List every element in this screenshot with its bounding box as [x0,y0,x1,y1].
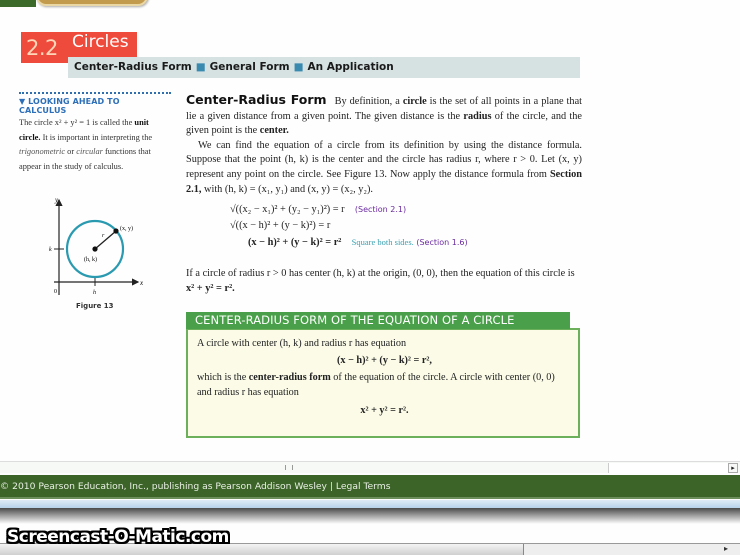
svg-text:k: k [49,247,52,253]
nav-tab[interactable] [36,0,148,6]
svg-text:(h, k): (h, k) [84,257,97,263]
section-title: Circles [72,32,129,52]
dotted-divider [19,92,171,94]
equation-note: Square both sides. [351,237,414,247]
scroll-right-arrow-icon[interactable]: ▸ [728,463,738,473]
definition-equation: x² + y² = r². [360,405,409,416]
looking-ahead-sidebar [19,92,165,174]
scroll-segment[interactable] [608,463,728,473]
horizontal-scrollbar[interactable] [0,461,740,473]
bullet-icon: ■ [195,61,206,73]
footer-copyright[interactable]: © 2010 Pearson Education, Inc., publishing as Pearson Addison Wesley | Legal Terms [0,481,391,492]
definition-box-title: CENTER-RADIUS FORM OF THE EQUATION OF A CIRCLE [195,313,515,327]
equation-row: (x − h)² + (y − k)² = r² Square both sides. (Section 1.6) [248,237,468,248]
paragraph-definition: Center-Radius Form By definition, a circle is the set of all points in a plane that lie a given distance from a given point. The given distance is the radius of the circle, and the given point is the center. [186,92,582,137]
figure-caption: Figure 13 [76,302,114,310]
sidebar-heading: ▼ LOOKING AHEAD TO CALCULUS [19,97,120,115]
paragraph-derivation: We can find the equation of a circle from its definition by using the distance formula. Suppose that the point (h, k) is the center and the circle has radius r, where r > 0. Let (x, y) represent any point on the circle. See Figure 13. Now apply the distance formula from Section 2.1, with (h, k) = (x₁, y₁) and (x, y) = (x₂, y₂). [186,139,582,195]
topic-item: General Form [209,61,290,73]
window-border [0,500,740,508]
svg-text:r: r [102,233,105,239]
topic-item: Center-Radius Form [74,61,192,73]
section-number: 2.2 [26,36,58,60]
window-shadow [0,508,740,524]
section-reference: (Section 1.6) [416,238,468,247]
figure-13-graph [30,190,160,315]
paragraph-origin: If a circle of radius r > 0 has center (h, k) at the origin, (0, 0), then the equation of this circle is x² + y² = r². [186,268,575,294]
svg-text:x: x [140,279,144,287]
svg-text:0: 0 [54,289,57,295]
sidebar-text: The circle x² + y² = 1 is called the unit circle. It is important in interpreting the trigonometric or circular functions that appear in the study of calculus. [19,118,153,171]
screencast-watermark: Screencast-O-Matic.com [7,527,229,547]
equation-row: √((x − h)² + (y − k)²) = r [230,220,331,231]
equation-row: √((x₂ − x₁)² + (y₂ − y₁)²) = r (Section 2.1) [230,204,407,215]
definition-equation: (x − h)² + (y − k)² = r², [337,355,432,366]
bullet-icon: ■ [293,61,304,73]
equation-derivation [230,202,468,250]
cursor-icon: ▸ [723,544,728,553]
main-text [186,93,582,197]
definition-box-content: A circle with center (h, k) and radius r has equation (x − h)² + (y − k)² = r², which is the center-radius form of the equation of the circle. A circle with center (0, 0) and radius r has equation x² + y² = r². [197,336,572,418]
topic-item: An Application [307,61,394,73]
svg-text:h: h [93,290,96,296]
subsection-heading: Center-Radius Form [186,92,327,107]
svg-text:y: y [55,196,59,204]
svg-text:(x, y): (x, y) [120,226,133,232]
topics-list [74,61,394,73]
top-nav-strip [0,0,150,7]
nav-green-block [0,0,36,7]
section-reference: (Section 2.1) [354,205,407,214]
scroll-grip-icon[interactable] [285,465,293,470]
